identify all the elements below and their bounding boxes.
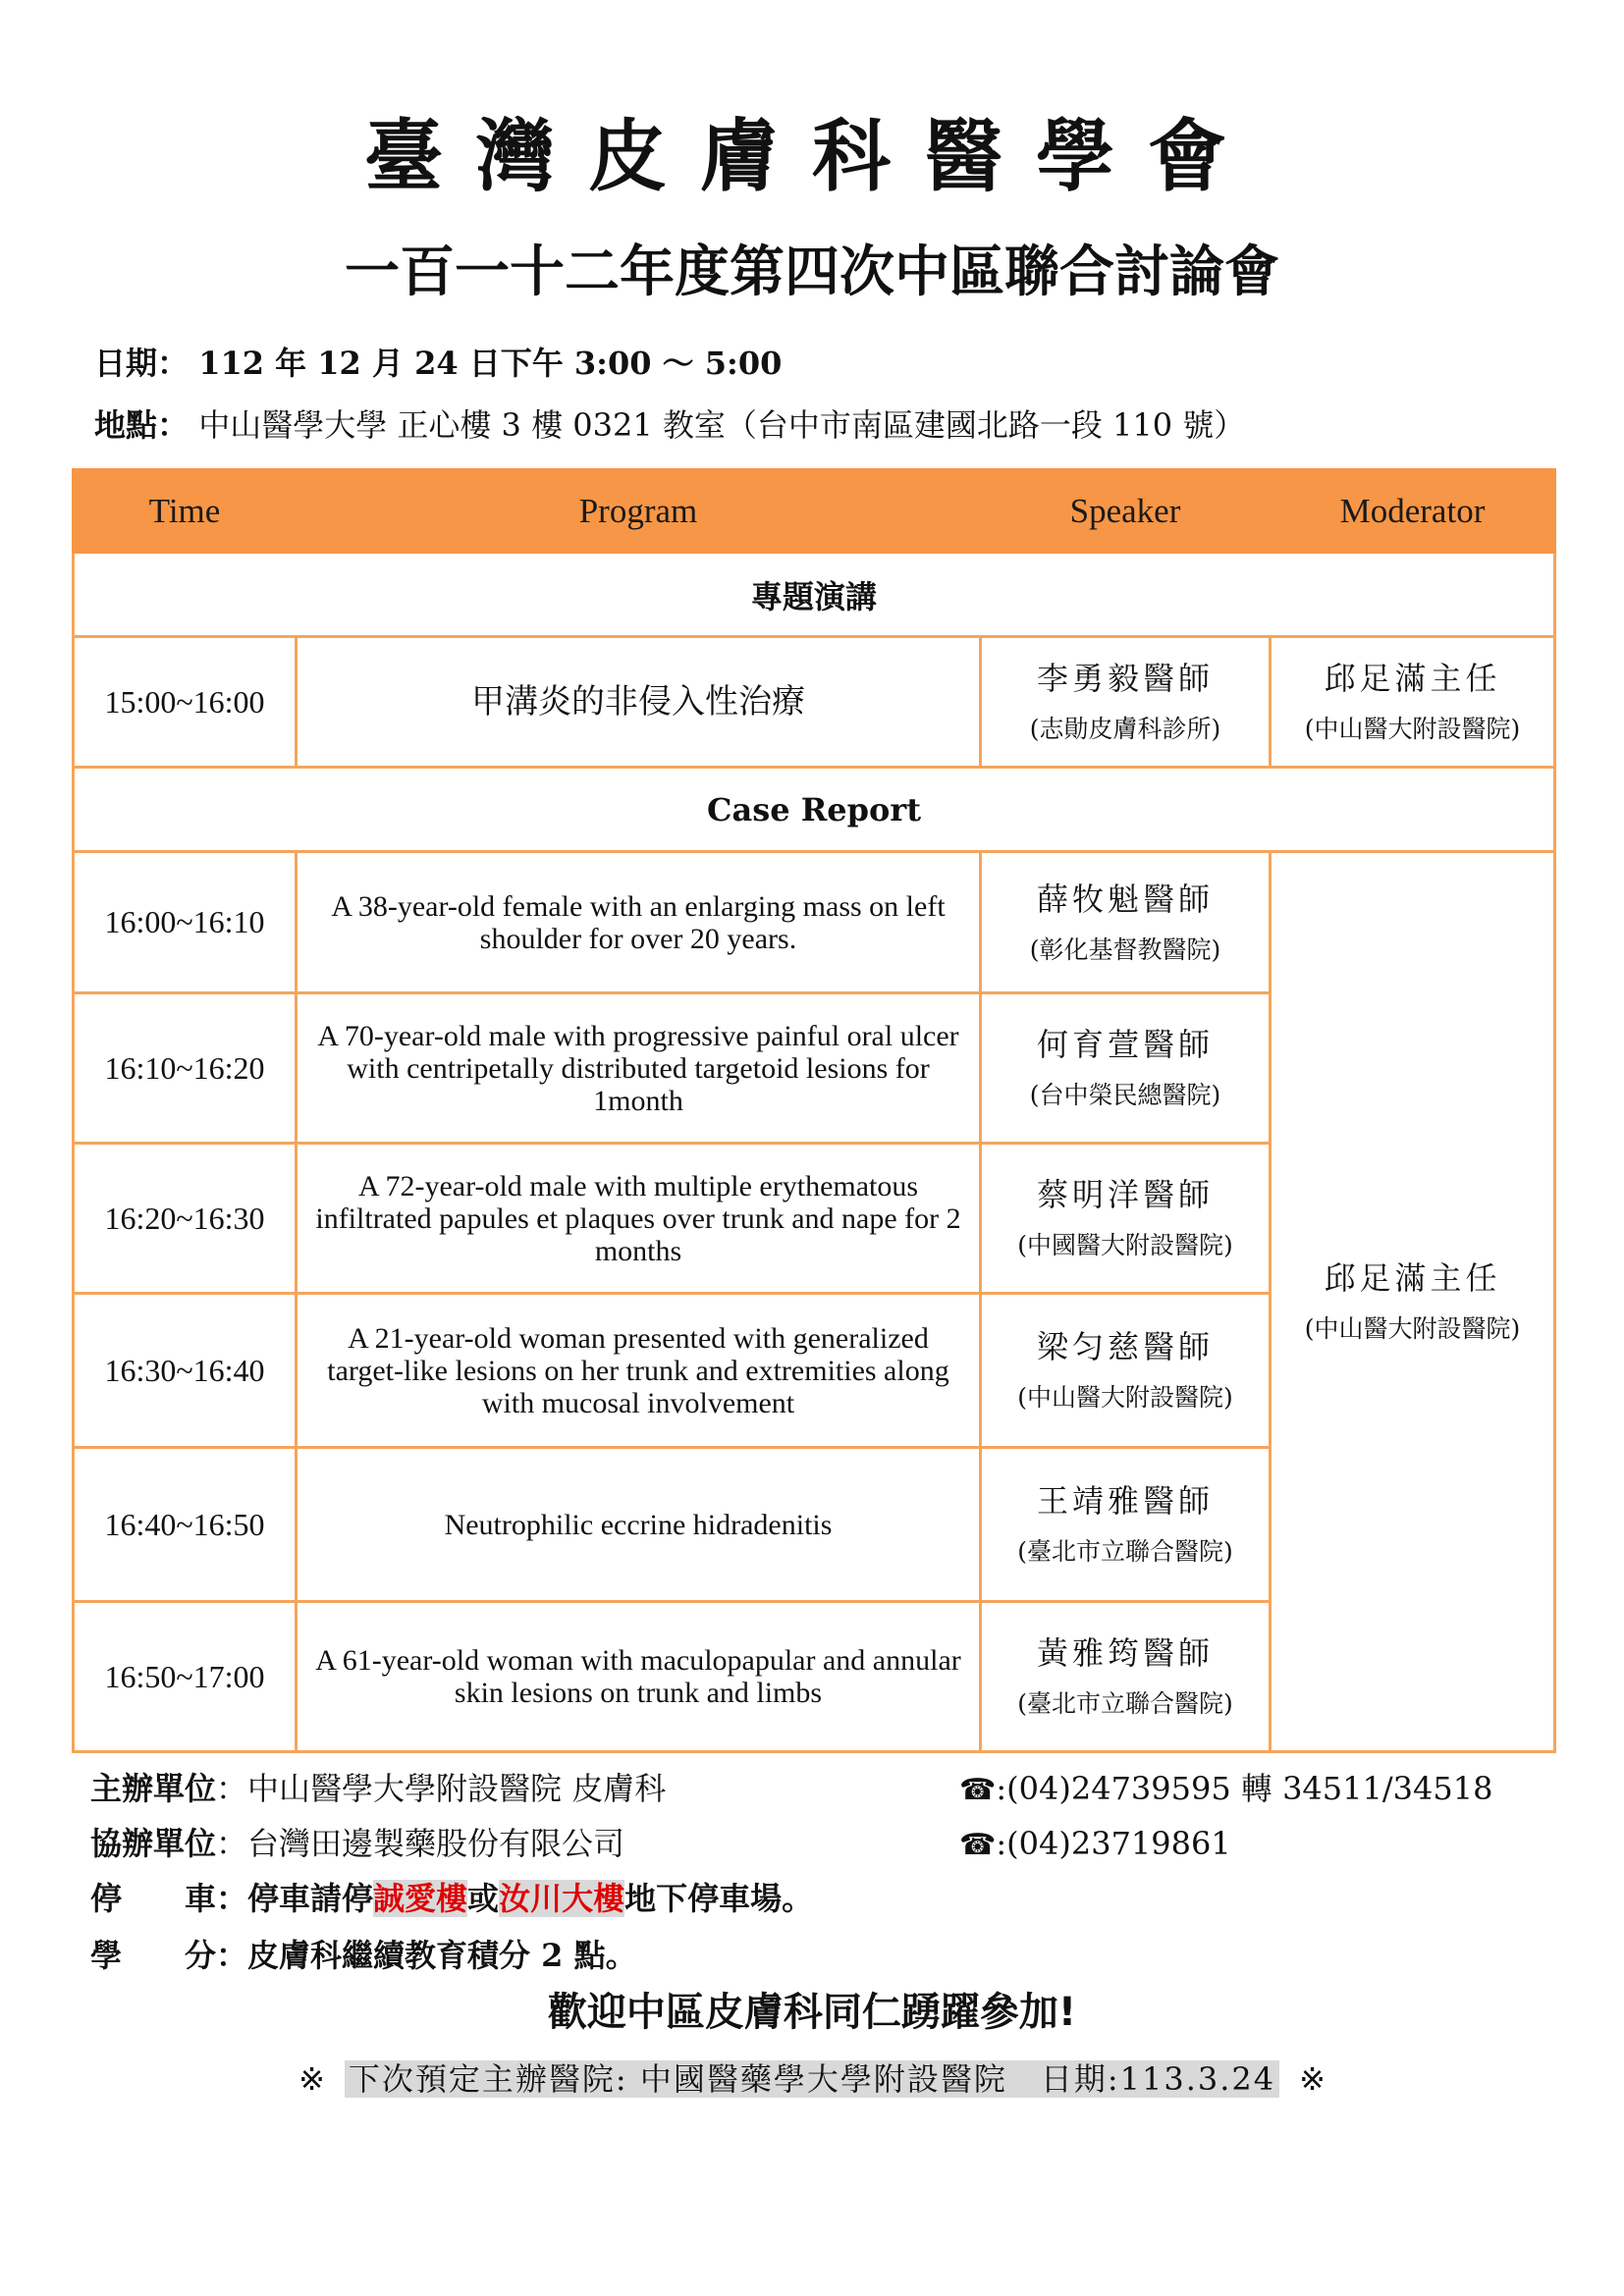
program-cell: A 21-year-old woman presented with generalized target-like lesions on her trunk and extremities along with mucosal involvement: [297, 1294, 981, 1448]
date-value: 112 年 12 月 24 日下午 3:00 ～ 5:00: [198, 345, 783, 382]
time-cell: 16:20~16:30: [74, 1144, 297, 1294]
time-cell: 16:50~17:00: [74, 1602, 297, 1752]
credit-label: 學 分: [90, 1937, 217, 1974]
table-row: [74, 852, 1555, 993]
cohost-phone: :(04)23719861: [996, 1825, 1231, 1862]
telephone-icon: ☎: [959, 1773, 997, 1807]
program-cell: Neutrophilic eccrine hidradenitis: [297, 1448, 981, 1602]
program-cell: A 38-year-old female with an enlarging mass on left shoulder for over 20 years.: [297, 852, 981, 993]
reference-mark: ※: [1299, 2060, 1326, 2098]
moderator-affiliation: (中山醫大附設醫院): [1304, 715, 1521, 743]
cohost-label: 協辦單位: [90, 1825, 217, 1862]
parking-prefix: ：停車請停: [216, 1880, 374, 1917]
location-value: 中山醫學大學 正心樓 3 樓 0321 教室（台中市南區建國北路一段 110 號）: [198, 406, 1246, 444]
location-label: 地點：: [94, 406, 189, 444]
section-title-case: Case Report: [74, 768, 1555, 852]
header-program: Program: [297, 470, 981, 553]
speaker-name: 李勇毅醫師: [1036, 660, 1214, 697]
speaker-name: 何育萱醫師: [1036, 1026, 1214, 1063]
speaker-affiliation: (中山醫大附設醫院): [1017, 1383, 1233, 1412]
time-cell: 16:40~16:50: [74, 1448, 297, 1602]
speaker-cell: [981, 637, 1271, 768]
speaker-cell: [981, 852, 1271, 993]
host-phone-line: [959, 1769, 1492, 1810]
schedule-table: [72, 468, 1556, 1753]
page-title: 臺灣皮膚科醫學會: [364, 111, 1260, 202]
date-line: [94, 344, 782, 383]
credit-value: ：皮膚科繼續教育積分 2 點。: [216, 1937, 637, 1974]
parking-label: 停 車: [90, 1880, 217, 1917]
time-cell: 16:10~16:20: [74, 993, 297, 1144]
speaker-affiliation: (臺北市立聯合醫院): [1017, 1689, 1233, 1718]
date-label: 日期：: [94, 345, 189, 382]
moderator-affiliation: (中山醫大附設醫院): [1304, 1314, 1521, 1343]
next-meeting-line: [0, 2058, 1624, 2100]
time-cell: 16:00~16:10: [74, 852, 297, 993]
next-meeting-text: 下次預定主辦醫院: 中國醫藥學大學附設醫院 日期:113.3.24: [345, 2060, 1279, 2098]
credit-line: [90, 1936, 637, 1975]
speaker-cell: [981, 993, 1271, 1144]
speaker-name: 薛牧魁醫師: [1036, 880, 1214, 918]
header-speaker: Speaker: [981, 470, 1271, 553]
parking-or: 或: [467, 1880, 500, 1917]
host-line: [90, 1769, 666, 1808]
section-title-lecture: 專題演講: [74, 553, 1555, 637]
speaker-name: 王靖雅醫師: [1036, 1482, 1214, 1520]
section-row-case: [74, 768, 1555, 852]
moderator-name: 邱足滿主任: [1324, 1259, 1501, 1297]
page-subtitle: 一百一十二年度第四次中區聯合討論會: [345, 240, 1279, 304]
moderator-name: 邱足滿主任: [1324, 660, 1501, 697]
speaker-cell: [981, 1602, 1271, 1752]
parking-place-1: 誠愛樓: [373, 1880, 468, 1917]
host-phone: :(04)24739595 轉 34511/34518: [996, 1770, 1493, 1807]
time-cell: 16:30~16:40: [74, 1294, 297, 1448]
welcome-message: 歡迎中區皮膚科同仁踴躍參加!: [547, 1990, 1077, 2035]
speaker-cell: [981, 1144, 1271, 1294]
table-header-row: [74, 470, 1555, 553]
cohost-line: [90, 1824, 624, 1863]
speaker-cell: [981, 1448, 1271, 1602]
reference-mark: ※: [298, 2060, 325, 2098]
parking-line: [90, 1879, 813, 1918]
time-cell: 15:00~16:00: [74, 637, 297, 768]
section-row-lecture: [74, 553, 1555, 637]
cohost-value: ：台灣田邊製藥股份有限公司: [216, 1825, 625, 1862]
speaker-affiliation: (中國醫大附設醫院): [1017, 1231, 1233, 1259]
speaker-affiliation: (彰化基督教醫院): [1029, 934, 1221, 964]
program-cell: A 72-year-old male with multiple erythematous infiltrated papules et plaques over trunk and nape for 2 months: [297, 1144, 981, 1294]
cohost-phone-line: [959, 1824, 1231, 1865]
parking-place-2: 汝川大樓: [499, 1880, 625, 1917]
speaker-name: 梁匀慈醫師: [1036, 1328, 1214, 1365]
header-moderator: Moderator: [1271, 470, 1555, 553]
location-line: [94, 405, 1245, 445]
telephone-icon: ☎: [959, 1828, 997, 1862]
speaker-affiliation: (臺北市立聯合醫院): [1017, 1537, 1233, 1566]
program-cell: A 70-year-old male with progressive painful oral ulcer with centripetally distributed targetoid lesions for 1month: [297, 993, 981, 1144]
moderator-cell: [1271, 637, 1555, 768]
speaker-cell: [981, 1294, 1271, 1448]
speaker-affiliation: (志勛皮膚科診所): [1029, 715, 1221, 743]
host-label: 主辦單位: [90, 1770, 217, 1807]
speaker-name: 黃雅筠醫師: [1036, 1634, 1214, 1672]
program-cell: 甲溝炎的非侵入性治療: [297, 637, 981, 768]
parking-suffix: 地下停車場。: [624, 1880, 814, 1917]
table-row: [74, 637, 1555, 768]
speaker-affiliation: (台中榮民總醫院): [1029, 1081, 1221, 1109]
program-cell: A 61-year-old woman with maculopapular and annular skin lesions on trunk and limbs: [297, 1602, 981, 1752]
header-time: Time: [74, 470, 297, 553]
speaker-name: 蔡明洋醫師: [1036, 1176, 1214, 1213]
host-value: ：中山醫學大學附設醫院 皮膚科: [216, 1770, 667, 1807]
moderator-cell: [1271, 852, 1555, 1752]
